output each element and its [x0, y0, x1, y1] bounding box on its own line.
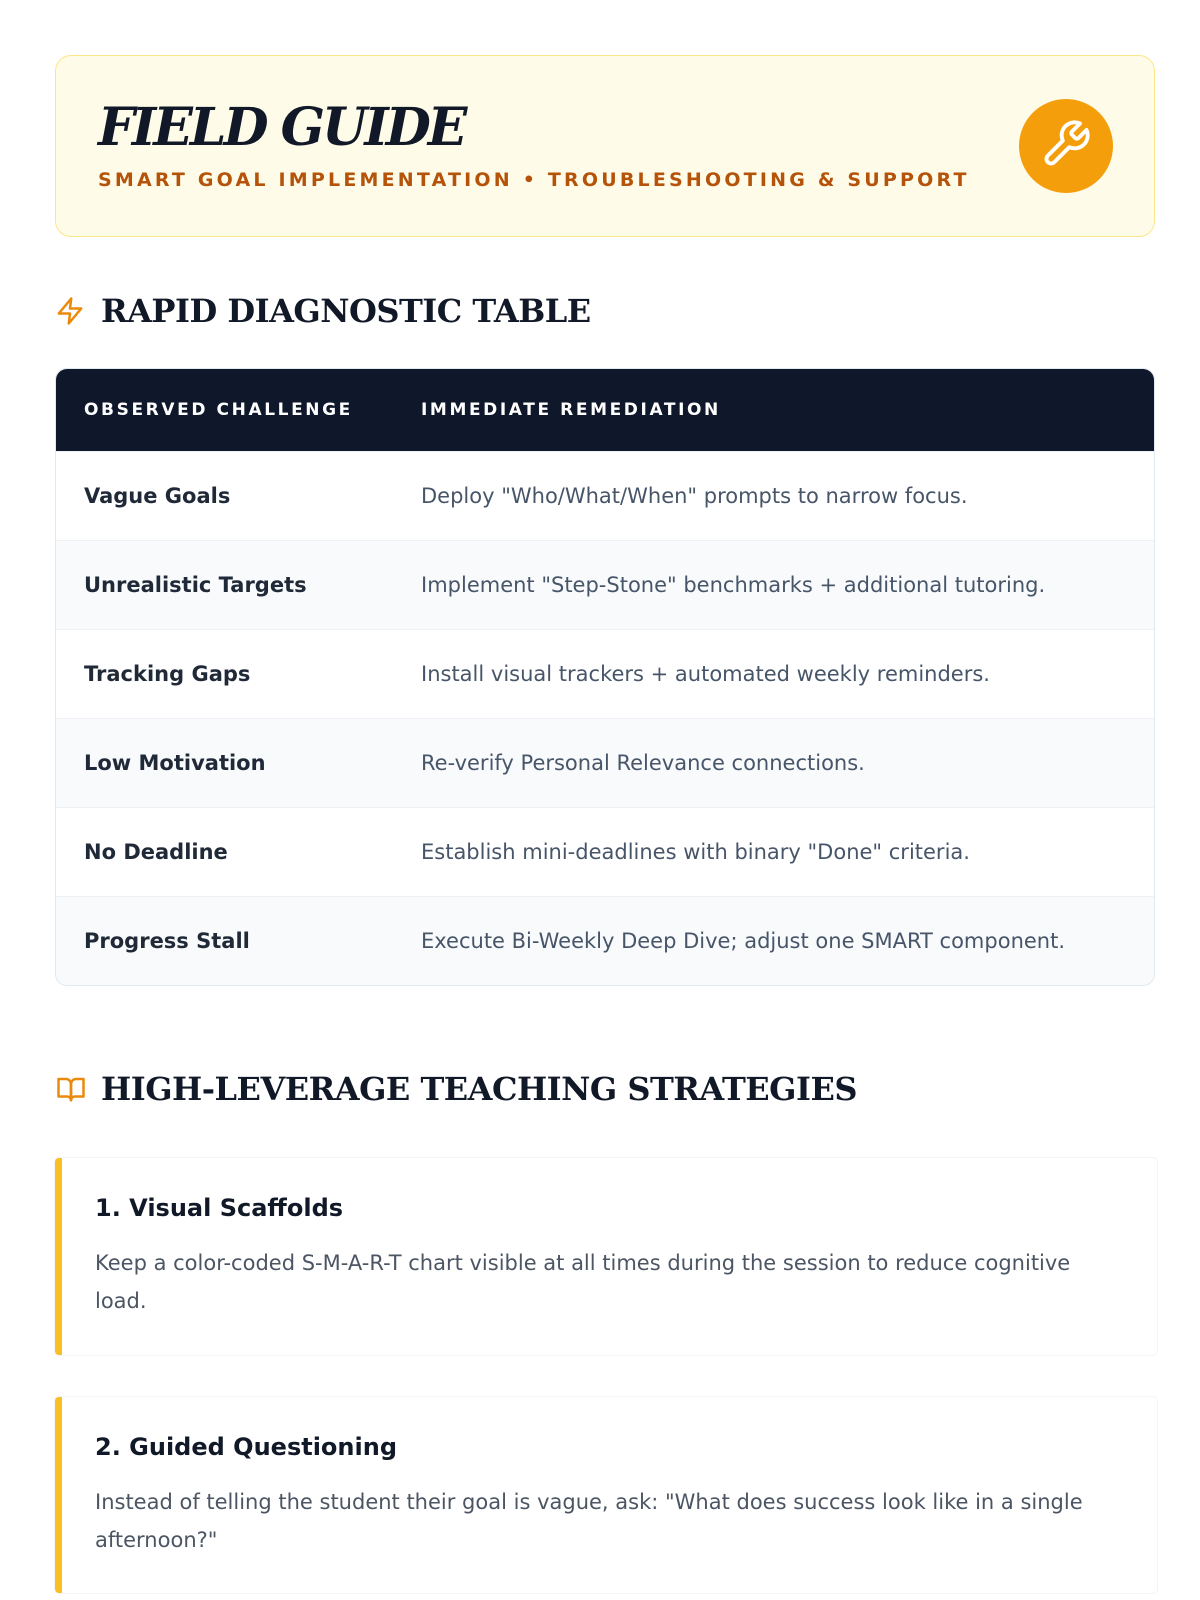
wrench-badge: [1019, 99, 1113, 193]
table-header-row: [56, 369, 1154, 451]
diagnostic-title: RAPID DIAGNOSTIC TABLE: [101, 292, 591, 330]
remedy-cell: Install visual trackers + automated weekly reminders.: [421, 662, 990, 686]
table-row: [56, 896, 1154, 985]
remedy-cell: Deploy "Who/What/When" prompts to narrow focus.: [421, 484, 968, 508]
diagnostic-section-heading: [55, 292, 591, 330]
challenge-cell: Low Motivation: [84, 751, 266, 775]
column-header-remediation: IMMEDIATE REMEDIATION: [421, 400, 721, 420]
strategy-body: Keep a color-coded S-M-A-R-T chart visible at all times during the session to reduce cognitive load.: [95, 1251, 1071, 1313]
strategy-card: [55, 1158, 1157, 1355]
challenge-cell: Unrealistic Targets: [84, 573, 307, 597]
strategy-card: [55, 1397, 1157, 1593]
book-icon: [55, 1073, 87, 1105]
table-row: [56, 807, 1154, 896]
table-row: [56, 540, 1154, 629]
strategy-title: 1. Visual Scaffolds: [95, 1194, 344, 1222]
remedy-cell: Implement "Step-Stone" benchmarks + additional tutoring.: [421, 573, 1046, 597]
strategy-title: 2. Guided Questioning: [95, 1433, 397, 1461]
strategies-title: HIGH-LEVERAGE TEACHING STRATEGIES: [101, 1070, 857, 1108]
diagnostic-table: [55, 368, 1155, 986]
lightning-icon: [55, 295, 87, 327]
table-row: [56, 451, 1154, 540]
remedy-cell: Execute Bi-Weekly Deep Dive; adjust one SMART component.: [421, 929, 1066, 953]
page-title: FIELD GUIDE: [98, 97, 465, 158]
remedy-cell: Re-verify Personal Relevance connections.: [421, 751, 865, 775]
header-card: [55, 55, 1155, 237]
challenge-cell: Progress Stall: [84, 929, 250, 953]
strategy-body: Instead of telling the student their goal is vague, ask: "What does success look like in a single afternoon?": [95, 1490, 1083, 1552]
remedy-cell: Establish mini-deadlines with binary "Done" criteria.: [421, 840, 970, 864]
challenge-cell: No Deadline: [84, 840, 228, 864]
table-row: [56, 629, 1154, 718]
strategies-section-heading: [55, 1070, 857, 1108]
challenge-cell: Vague Goals: [84, 484, 231, 508]
challenge-cell: Tracking Gaps: [84, 662, 251, 686]
wrench-icon: [1040, 118, 1092, 174]
page-subtitle: SMART GOAL IMPLEMENTATION • TROUBLESHOOTING & SUPPORT: [98, 169, 970, 191]
column-header-challenge: OBSERVED CHALLENGE: [84, 400, 353, 420]
table-row: [56, 718, 1154, 807]
